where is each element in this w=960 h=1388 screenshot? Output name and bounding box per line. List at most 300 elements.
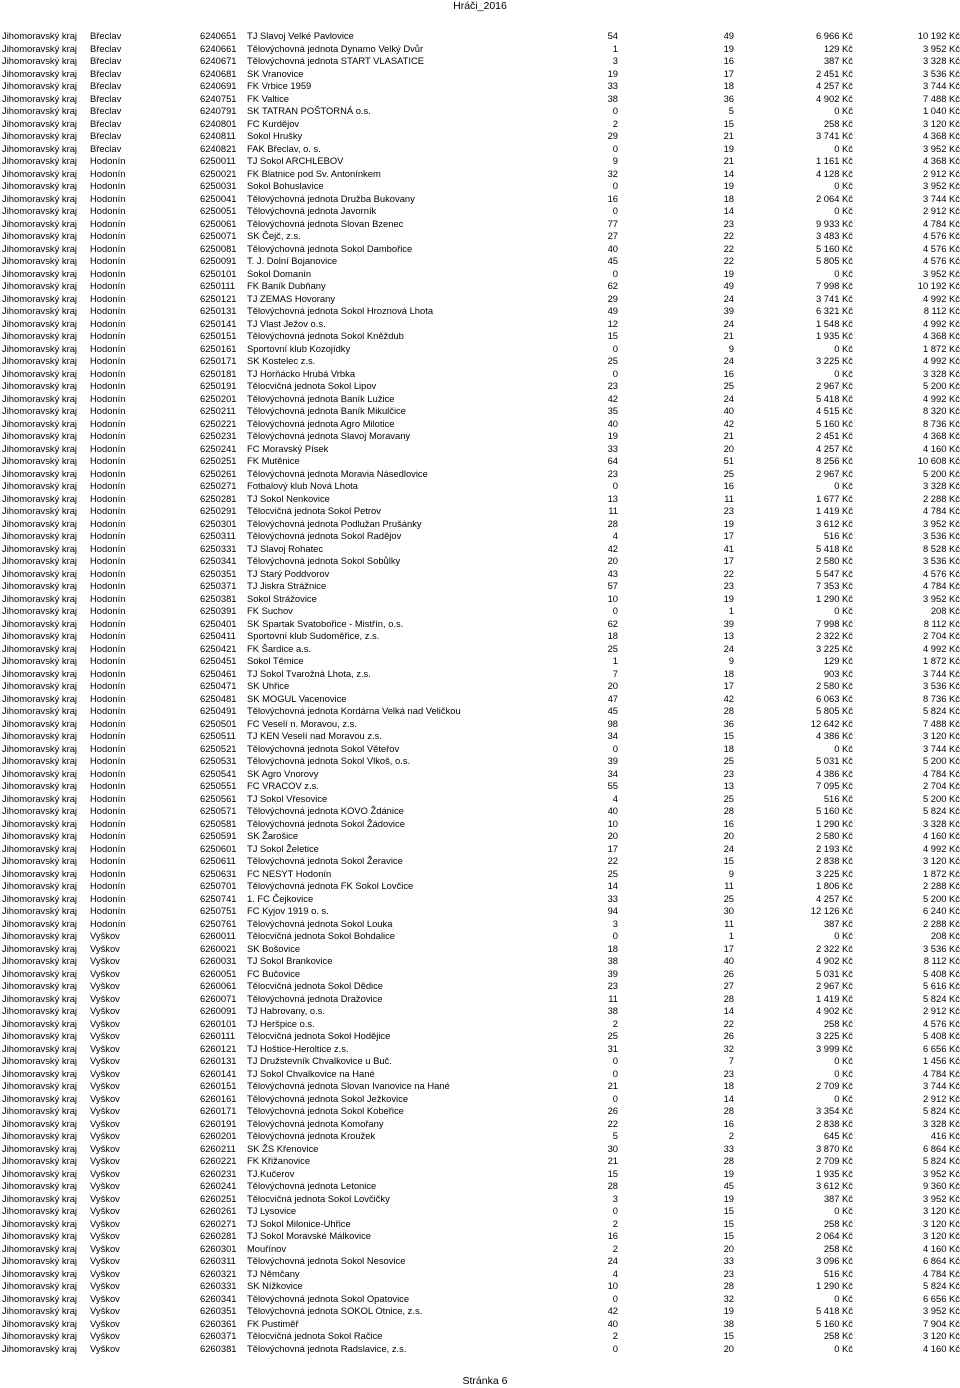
region-cell: Jihomoravský kraj <box>2 1092 78 1104</box>
club-name-cell: TJ Slavoj Velké Pavlovice <box>247 30 354 41</box>
table-row <box>2 968 960 981</box>
club-code-cell: 6250071 <box>200 230 237 241</box>
amount-a-cell: 12 642 Kč <box>810 717 853 729</box>
table-row <box>2 1268 960 1281</box>
district-cell: Hodonín <box>90 892 126 904</box>
amount-a-cell: 5 160 Kč <box>815 1317 853 1329</box>
players-b-cell: 22 <box>723 242 734 254</box>
district-cell: Hodonín <box>90 442 126 454</box>
club-code-cell: 6250301 <box>200 517 237 529</box>
players-b-cell: 28 <box>723 805 734 816</box>
club-name-cell: Tělocvičná jednota Sokol Bohdalice <box>247 930 396 941</box>
region-cell: Jihomoravský kraj <box>2 542 78 554</box>
club-code-cell: 6260351 <box>200 1305 237 1316</box>
region-cell: Jihomoravský kraj <box>2 230 78 241</box>
amount-b-cell: 4 992 Kč <box>922 355 960 366</box>
region-cell: Jihomoravský kraj <box>2 292 78 304</box>
amount-b-cell: 8 112 Kč <box>923 305 960 316</box>
club-code-cell: 6240751 <box>200 92 237 104</box>
district-cell: Hodonín <box>90 255 126 266</box>
players-a-cell: 33 <box>607 892 618 904</box>
district-cell: Hodonín <box>90 405 126 416</box>
table-row <box>2 705 960 718</box>
amount-a-cell: 387 Kč <box>823 917 853 929</box>
club-code-cell: 6260191 <box>200 1117 237 1129</box>
amount-a-cell: 2 967 Kč <box>815 380 853 391</box>
district-cell: Břeclav <box>90 117 122 129</box>
table-row <box>2 1243 960 1256</box>
amount-b-cell: 5 616 Kč <box>922 980 960 991</box>
club-code-cell: 6250041 <box>200 192 237 204</box>
region-cell: Jihomoravský kraj <box>2 630 78 641</box>
district-cell: Hodonín <box>90 592 126 604</box>
table-row <box>2 930 960 943</box>
players-b-cell: 36 <box>723 717 734 729</box>
region-cell: Jihomoravský kraj <box>2 330 78 341</box>
amount-b-cell: 3 952 Kč <box>922 142 960 154</box>
club-code-cell: 6260061 <box>200 980 237 991</box>
club-name-cell: Tělovýchovná jednota Sokol Vlkoš, o.s. <box>247 755 411 766</box>
district-cell: Vyškov <box>90 1267 120 1279</box>
players-a-cell: 10 <box>607 1280 618 1291</box>
region-cell: Jihomoravský kraj <box>2 780 78 791</box>
table-row <box>2 593 960 606</box>
district-cell: Hodonín <box>90 917 126 929</box>
players-b-cell: 7 <box>728 1055 734 1066</box>
club-code-cell: 6250611 <box>200 855 236 866</box>
district-cell: Hodonín <box>90 230 126 241</box>
table-row <box>2 330 960 343</box>
club-code-cell: 6260101 <box>200 1017 237 1029</box>
amount-a-cell: 0 Kč <box>834 267 853 279</box>
table-row <box>2 280 960 293</box>
amount-b-cell: 3 952 Kč <box>922 1192 960 1204</box>
players-a-cell: 22 <box>607 855 618 866</box>
table-row <box>2 1330 960 1343</box>
club-name-cell: Tělovýchovná jednota Moravia Násedlovice <box>247 467 428 479</box>
amount-b-cell: 3 536 Kč <box>922 555 960 566</box>
players-a-cell: 39 <box>607 967 618 979</box>
amount-b-cell: 3 120 Kč <box>922 855 960 866</box>
players-a-cell: 4 <box>612 530 618 541</box>
amount-a-cell: 3 483 Kč <box>815 230 853 241</box>
district-cell: Hodonín <box>90 367 126 379</box>
club-code-cell: 6260251 <box>200 1192 237 1204</box>
district-cell: Hodonín <box>90 242 126 254</box>
players-b-cell: 30 <box>723 905 734 916</box>
club-name-cell: FK Baník Dubňany <box>247 280 326 291</box>
district-cell: Hodonín <box>90 542 126 554</box>
region-cell: Jihomoravský kraj <box>2 430 78 441</box>
district-cell: Hodonín <box>90 280 126 291</box>
club-name-cell: Tělovýchovná jednota Baník Mikulčice <box>247 405 406 416</box>
table-row <box>2 805 960 818</box>
amount-a-cell: 2 580 Kč <box>815 555 853 566</box>
region-cell: Jihomoravský kraj <box>2 867 78 879</box>
players-b-cell: 15 <box>723 855 734 866</box>
players-b-cell: 9 <box>728 342 734 354</box>
table-row <box>2 1305 960 1318</box>
club-name-cell: TJ Lysovice <box>247 1205 297 1216</box>
players-a-cell: 0 <box>612 105 618 116</box>
amount-a-cell: 2 322 Kč <box>815 942 853 954</box>
amount-a-cell: 3 612 Kč <box>815 517 853 529</box>
club-code-cell: 6250021 <box>200 167 237 179</box>
region-cell: Jihomoravský kraj <box>2 342 78 354</box>
club-name-cell: SK TATRAN POŠTORNÁ o.s. <box>247 105 371 116</box>
table-row <box>2 493 960 506</box>
club-name-cell: SK Bošovice <box>247 942 301 954</box>
region-cell: Jihomoravský kraj <box>2 380 78 391</box>
amount-a-cell: 3 612 Kč <box>815 1180 853 1191</box>
district-cell: Hodonín <box>90 530 126 541</box>
club-code-cell: 6250521 <box>200 742 237 754</box>
table-row <box>2 555 960 568</box>
district-cell: Hodonín <box>90 505 126 516</box>
amount-a-cell: 4 257 Kč <box>815 442 853 454</box>
club-code-cell: 6250051 <box>200 205 237 216</box>
amount-a-cell: 3 870 Kč <box>815 1142 853 1154</box>
table-row <box>2 1155 960 1168</box>
region-cell: Jihomoravský kraj <box>2 1067 78 1079</box>
amount-a-cell: 7 998 Kč <box>815 280 853 291</box>
players-b-cell: 22 <box>723 230 734 241</box>
table-row <box>2 580 960 593</box>
table-row <box>2 955 960 968</box>
players-b-cell: 27 <box>723 980 734 991</box>
club-code-cell: 6250531 <box>200 755 237 766</box>
table-row <box>2 518 960 531</box>
players-b-cell: 24 <box>723 292 734 304</box>
district-cell: Hodonín <box>90 842 126 854</box>
club-code-cell: 6250281 <box>200 492 237 504</box>
region-cell: Jihomoravský kraj <box>2 1267 78 1279</box>
amount-b-cell: 4 784 Kč <box>922 505 960 516</box>
amount-a-cell: 0 Kč <box>834 105 853 116</box>
table-row <box>2 1205 960 1218</box>
club-code-cell: 6260021 <box>200 942 237 954</box>
amount-b-cell: 3 952 Kč <box>922 42 960 54</box>
players-b-cell: 16 <box>723 817 734 829</box>
district-cell: Vyškov <box>90 1217 120 1229</box>
club-code-cell: 6250111 <box>200 280 236 291</box>
players-b-cell: 23 <box>723 1267 734 1279</box>
players-a-cell: 3 <box>612 1192 618 1204</box>
amount-a-cell: 6 063 Kč <box>815 692 853 704</box>
club-code-cell: 6240801 <box>200 117 237 129</box>
players-b-cell: 25 <box>723 467 734 479</box>
club-code-cell: 6250421 <box>200 642 237 654</box>
club-code-cell: 6240821 <box>200 142 237 154</box>
table-row <box>2 130 960 143</box>
players-a-cell: 42 <box>607 1305 618 1316</box>
players-b-cell: 23 <box>723 505 734 516</box>
table-row <box>2 693 960 706</box>
players-a-cell: 7 <box>612 667 618 679</box>
club-code-cell: 6240681 <box>200 67 237 79</box>
club-name-cell: TJ Sokol Chvalkovice na Hané <box>247 1067 375 1079</box>
club-name-cell: Sokol Domanín <box>247 267 312 279</box>
amount-a-cell: 0 Kč <box>834 742 853 754</box>
players-b-cell: 14 <box>723 167 734 179</box>
amount-a-cell: 0 Kč <box>834 1292 853 1304</box>
district-cell: Vyškov <box>90 992 120 1004</box>
amount-b-cell: 4 368 Kč <box>922 330 960 341</box>
players-b-cell: 23 <box>723 580 734 591</box>
players-a-cell: 54 <box>607 30 618 41</box>
district-cell: Hodonín <box>90 180 126 191</box>
club-code-cell: 6250341 <box>200 555 237 566</box>
region-cell: Jihomoravský kraj <box>2 42 78 54</box>
region-cell: Jihomoravský kraj <box>2 642 78 654</box>
players-a-cell: 4 <box>612 792 618 804</box>
region-cell: Jihomoravský kraj <box>2 655 78 666</box>
amount-a-cell: 1 290 Kč <box>815 817 853 829</box>
amount-b-cell: 4 784 Kč <box>922 580 960 591</box>
region-cell: Jihomoravský kraj <box>2 1030 78 1041</box>
club-code-cell: 6250471 <box>200 680 237 691</box>
players-a-cell: 55 <box>607 780 618 791</box>
table-row <box>2 430 960 443</box>
players-b-cell: 22 <box>723 567 734 579</box>
players-a-cell: 9 <box>612 155 618 166</box>
district-cell: Vyškov <box>90 1255 120 1266</box>
amount-a-cell: 9 933 Kč <box>815 217 853 229</box>
amount-b-cell: 4 368 Kč <box>922 430 960 441</box>
club-name-cell: Sokol Bohuslavice <box>247 180 324 191</box>
district-cell: Vyškov <box>90 1305 120 1316</box>
region-cell: Jihomoravský kraj <box>2 617 78 629</box>
players-b-cell: 16 <box>723 1117 734 1129</box>
club-code-cell: 6250551 <box>200 780 237 791</box>
club-name-cell: Tělovýchovná jednota Sokol Nesovice <box>247 1255 406 1266</box>
region-cell: Jihomoravský kraj <box>2 305 78 316</box>
district-cell: Hodonín <box>90 330 126 341</box>
region-cell: Jihomoravský kraj <box>2 980 78 991</box>
amount-a-cell: 129 Kč <box>823 655 853 666</box>
club-code-cell: 6240811 <box>200 130 236 141</box>
club-name-cell: TJ KEN Veselí nad Moravou z.s. <box>247 730 382 741</box>
district-cell: Vyškov <box>90 1067 120 1079</box>
district-cell: Vyškov <box>90 1042 120 1054</box>
amount-b-cell: 4 784 Kč <box>922 217 960 229</box>
table-row <box>2 255 960 268</box>
players-a-cell: 23 <box>607 980 618 991</box>
district-cell: Hodonín <box>90 292 126 304</box>
players-a-cell: 0 <box>612 180 618 191</box>
players-a-cell: 20 <box>607 555 618 566</box>
amount-b-cell: 5 824 Kč <box>922 992 960 1004</box>
players-a-cell: 18 <box>607 630 618 641</box>
region-cell: Jihomoravský kraj <box>2 517 78 529</box>
table-row <box>2 93 960 106</box>
players-a-cell: 0 <box>612 930 618 941</box>
players-a-cell: 2 <box>612 1242 618 1254</box>
players-a-cell: 94 <box>607 905 618 916</box>
club-name-cell: TJ Němčany <box>247 1267 300 1279</box>
amount-b-cell: 6 240 Kč <box>922 905 960 916</box>
amount-b-cell: 4 160 Kč <box>922 830 960 841</box>
region-cell: Jihomoravský kraj <box>2 805 78 816</box>
players-b-cell: 25 <box>723 755 734 766</box>
amount-a-cell: 6 966 Kč <box>815 30 853 41</box>
club-code-cell: 6250351 <box>200 567 237 579</box>
club-code-cell: 6250221 <box>200 417 237 429</box>
players-b-cell: 39 <box>723 617 734 629</box>
amount-b-cell: 3 744 Kč <box>922 80 960 91</box>
amount-a-cell: 2 580 Kč <box>815 680 853 691</box>
amount-b-cell: 4 160 Kč <box>922 1342 960 1354</box>
players-a-cell: 20 <box>607 680 618 691</box>
players-b-cell: 25 <box>723 380 734 391</box>
region-cell: Jihomoravský kraj <box>2 1305 78 1316</box>
table-row <box>2 168 960 181</box>
club-name-cell: FC Kurdějov <box>247 117 300 129</box>
district-cell: Vyškov <box>90 1092 120 1104</box>
region-cell: Jihomoravský kraj <box>2 1317 78 1329</box>
amount-b-cell: 5 824 Kč <box>922 1105 960 1116</box>
club-code-cell: 6260151 <box>200 1080 237 1091</box>
district-cell: Hodonín <box>90 880 126 891</box>
district-cell: Hodonín <box>90 355 126 366</box>
document-header: Hráči_2016 <box>453 0 507 12</box>
players-b-cell: 14 <box>723 205 734 216</box>
region-cell: Jihomoravský kraj <box>2 1205 78 1216</box>
amount-b-cell: 6 656 Kč <box>922 1042 960 1054</box>
amount-b-cell: 4 992 Kč <box>922 292 960 304</box>
club-name-cell: Tělovýchovná jednota Sokol Kobeřice <box>247 1105 404 1116</box>
club-name-cell: TJ ZEMAS Hovorany <box>247 292 336 304</box>
amount-b-cell: 10 608 Kč <box>917 455 960 466</box>
amount-a-cell: 5 418 Kč <box>815 392 853 404</box>
club-name-cell: Tělocvičná jednota Sokol Dědice <box>247 980 384 991</box>
region-cell: Jihomoravský kraj <box>2 755 78 766</box>
region-cell: Jihomoravský kraj <box>2 105 78 116</box>
players-a-cell: 62 <box>607 280 618 291</box>
amount-b-cell: 3 744 Kč <box>922 1080 960 1091</box>
club-code-cell: 6250511 <box>200 730 236 741</box>
club-name-cell: Tělocvičná jednota Sokol Lovčičky <box>247 1192 390 1204</box>
players-b-cell: 15 <box>723 1330 734 1341</box>
club-name-cell: FK Pustiměř <box>247 1317 299 1329</box>
club-code-cell: 6250201 <box>200 392 237 404</box>
amount-a-cell: 1 419 Kč <box>815 992 853 1004</box>
amount-a-cell: 258 Kč <box>823 1217 853 1229</box>
table-row <box>2 718 960 731</box>
amount-b-cell: 3 120 Kč <box>922 117 960 129</box>
district-cell: Břeclav <box>90 80 122 91</box>
region-cell: Jihomoravský kraj <box>2 505 78 516</box>
players-a-cell: 2 <box>612 1330 618 1341</box>
district-cell: Hodonín <box>90 805 126 816</box>
district-cell: Hodonín <box>90 867 126 879</box>
amount-b-cell: 8 112 Kč <box>923 955 960 966</box>
club-code-cell: 6250211 <box>200 405 236 416</box>
club-name-cell: Sokol Těmice <box>247 655 304 666</box>
district-cell: Vyškov <box>90 1017 120 1029</box>
club-code-cell: 6260091 <box>200 1005 237 1016</box>
table-row <box>2 730 960 743</box>
club-name-cell: Tělocvičná jednota Sokol Račice <box>247 1330 383 1341</box>
table-row <box>2 1143 960 1156</box>
region-cell: Jihomoravský kraj <box>2 180 78 191</box>
players-b-cell: 41 <box>723 542 734 554</box>
district-cell: Vyškov <box>90 1280 120 1291</box>
amount-b-cell: 1 872 Kč <box>922 342 960 354</box>
club-code-cell: 6260281 <box>200 1230 237 1241</box>
amount-a-cell: 4 386 Kč <box>815 767 853 779</box>
amount-b-cell: 208 Kč <box>930 605 960 616</box>
club-name-cell: 1. FC Čejkovice <box>247 892 314 904</box>
players-b-cell: 1 <box>728 605 734 616</box>
club-name-cell: FK Křižanovice <box>247 1155 311 1166</box>
district-cell: Vyškov <box>90 1117 120 1129</box>
club-code-cell: 6250761 <box>200 917 237 929</box>
amount-a-cell: 258 Kč <box>823 1330 853 1341</box>
amount-b-cell: 3 120 Kč <box>922 1230 960 1241</box>
amount-b-cell: 5 824 Kč <box>922 805 960 816</box>
table-row <box>2 218 960 231</box>
region-cell: Jihomoravský kraj <box>2 1167 78 1179</box>
players-b-cell: 19 <box>723 180 734 191</box>
club-code-cell: 6250541 <box>200 767 237 779</box>
players-a-cell: 0 <box>612 342 618 354</box>
district-cell: Hodonín <box>90 667 126 679</box>
players-b-cell: 11 <box>724 917 734 929</box>
amount-a-cell: 0 Kč <box>834 1067 853 1079</box>
players-a-cell: 25 <box>607 1030 618 1041</box>
club-code-cell: 6250741 <box>200 892 237 904</box>
players-a-cell: 17 <box>607 842 618 854</box>
district-cell: Hodonín <box>90 605 126 616</box>
players-b-cell: 49 <box>723 280 734 291</box>
players-b-cell: 33 <box>723 1255 734 1266</box>
club-name-cell: SK Agro Vnorovy <box>247 767 319 779</box>
district-cell: Vyškov <box>90 1330 120 1341</box>
region-cell: Jihomoravský kraj <box>2 1017 78 1029</box>
players-a-cell: 18 <box>607 942 618 954</box>
region-cell: Jihomoravský kraj <box>2 1192 78 1204</box>
table-row <box>2 1030 960 1043</box>
amount-b-cell: 4 160 Kč <box>922 442 960 454</box>
amount-a-cell: 3 741 Kč <box>815 130 853 141</box>
district-cell: Hodonín <box>90 267 126 279</box>
club-name-cell: Tělovýchovná jednota Sokol Radějov <box>247 530 402 541</box>
district-cell: Hodonín <box>90 817 126 829</box>
club-name-cell: Tělovýchovná jednota Dražovice <box>247 992 383 1004</box>
amount-a-cell: 3 741 Kč <box>815 292 853 304</box>
amount-b-cell: 5 200 Kč <box>922 892 960 904</box>
club-name-cell: FK Šardice a.s. <box>247 642 312 654</box>
table-row <box>2 643 960 656</box>
amount-b-cell: 3 328 Kč <box>922 1117 960 1129</box>
amount-b-cell: 4 992 Kč <box>922 842 960 854</box>
players-b-cell: 11 <box>724 880 734 891</box>
players-b-cell: 21 <box>723 155 734 166</box>
amount-b-cell: 5 200 Kč <box>922 792 960 804</box>
club-name-cell: Tělovýchovná jednota Sokol Žádovice <box>247 817 405 829</box>
region-cell: Jihomoravský kraj <box>2 1080 78 1091</box>
players-a-cell: 26 <box>607 1105 618 1116</box>
table-row <box>2 1255 960 1268</box>
district-cell: Vyškov <box>90 980 120 991</box>
amount-a-cell: 5 547 Kč <box>815 567 853 579</box>
district-cell: Hodonín <box>90 217 126 229</box>
players-a-cell: 23 <box>607 380 618 391</box>
district-cell: Vyškov <box>90 1005 120 1016</box>
players-b-cell: 20 <box>723 442 734 454</box>
region-cell: Jihomoravský kraj <box>2 392 78 404</box>
